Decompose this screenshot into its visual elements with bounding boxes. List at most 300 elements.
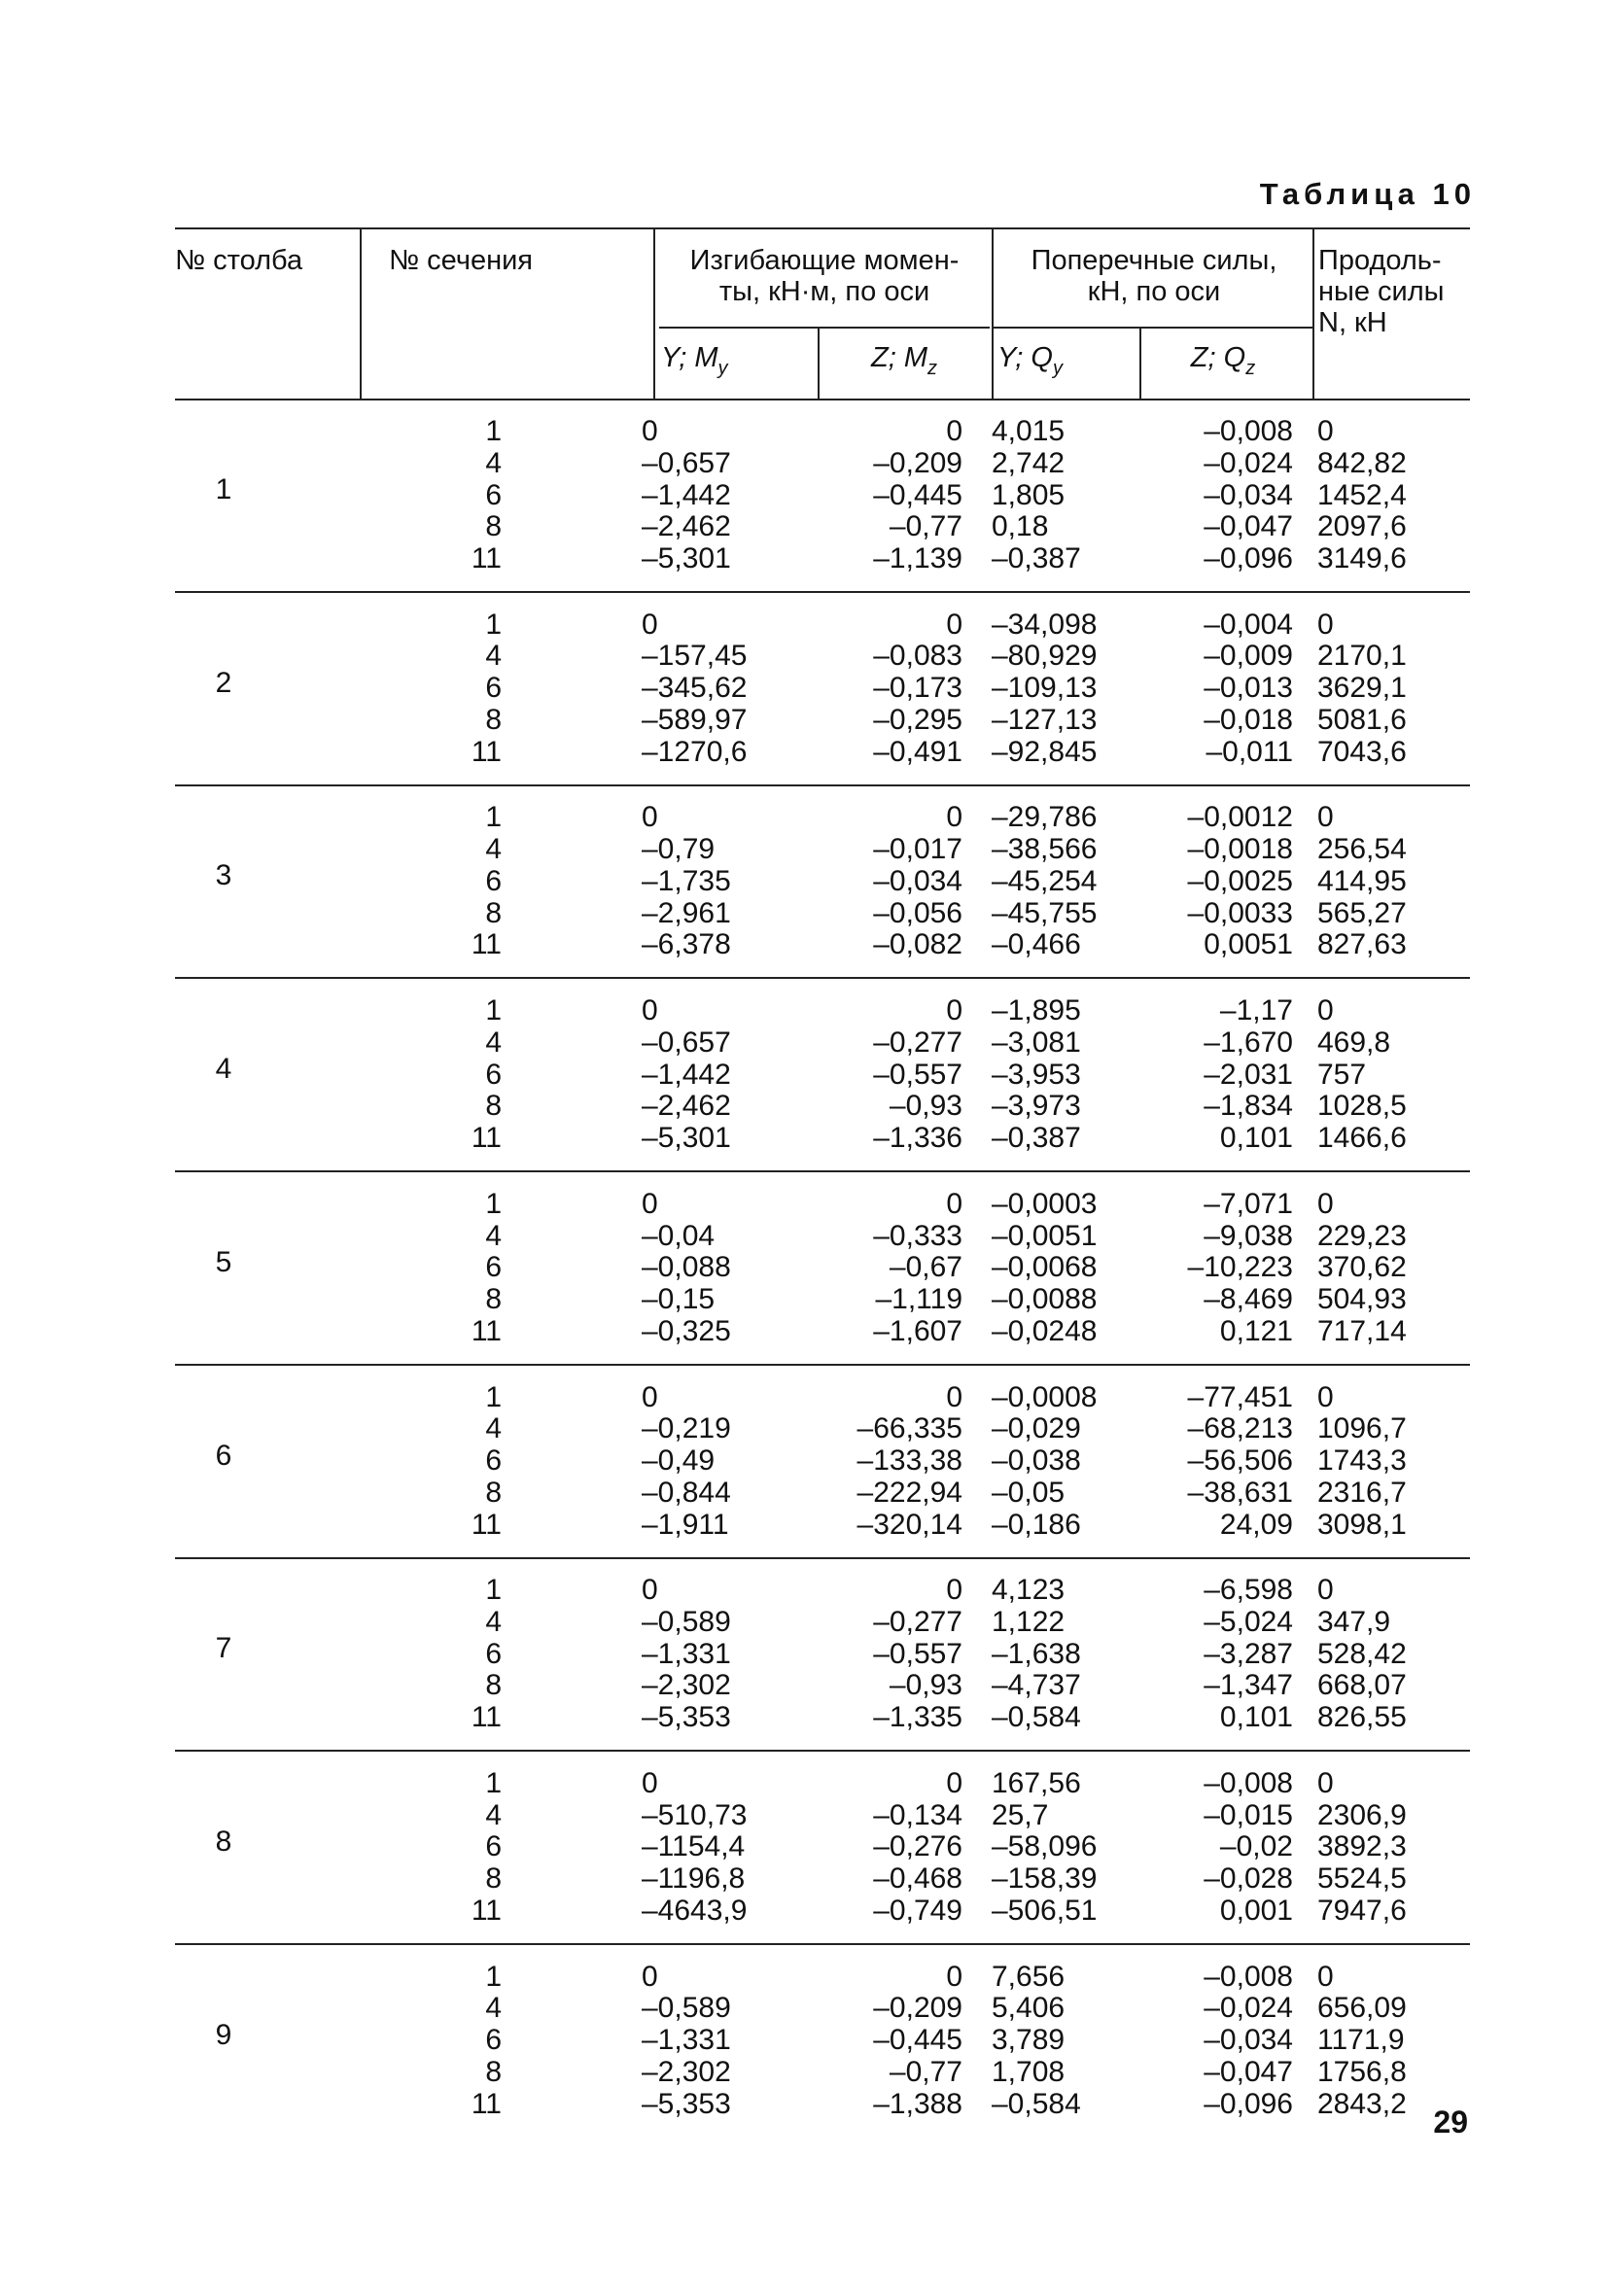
- qy-value-cell: –1,638: [992, 1637, 1081, 1670]
- qy-value-cell: –58,096: [992, 1830, 1098, 1863]
- section-number-cell: 6: [485, 1251, 502, 1284]
- mz-value-cell: 0: [946, 1187, 962, 1220]
- section-number-column: [408, 1962, 502, 2121]
- qz-value-cell: –0,009: [1204, 640, 1293, 673]
- my-value-cell: –2,302: [642, 2055, 731, 2088]
- qz-value-cell: 0,0051: [1204, 928, 1293, 961]
- section-number-cell: 11: [471, 1314, 502, 1347]
- section-number-cell: 4: [485, 1219, 502, 1252]
- my-value-column: [642, 609, 797, 769]
- mz-value-cell: –0,557: [873, 1058, 962, 1091]
- section-number-cell: 8: [485, 1090, 502, 1123]
- column-number-cell: 8: [215, 1825, 232, 1858]
- header-bottom-rule: [175, 399, 1470, 400]
- qz-value-cell: –0,0033: [1187, 896, 1293, 929]
- my-value-cell: 0: [642, 1766, 658, 1799]
- my-value-cell: –1154,4: [642, 1830, 746, 1863]
- qz-value-cell: –0,013: [1204, 672, 1293, 705]
- mz-value-cell: –1,336: [873, 1122, 962, 1155]
- my-value-cell: –0,04: [642, 1219, 716, 1252]
- qz-value-cell: 0,001: [1219, 1894, 1293, 1927]
- mz-value-cell: –0,67: [889, 1251, 962, 1284]
- n-value-cell: 7043,6: [1317, 735, 1407, 768]
- section-number-column: [408, 995, 502, 1155]
- my-value-cell: –2,462: [642, 1090, 731, 1123]
- mz-value-cell: –0,276: [873, 1830, 962, 1863]
- qz-value-cell: 0,121: [1219, 1314, 1293, 1347]
- section-number-cell: 8: [485, 896, 502, 929]
- qz-value-cell: –0,008: [1204, 415, 1293, 447]
- qy-value-cell: 167,56: [992, 1766, 1081, 1799]
- mz-value-cell: 0: [946, 608, 962, 641]
- n-value-cell: 3149,6: [1317, 542, 1407, 574]
- n-value-cell: 1028,5: [1317, 1090, 1407, 1123]
- qy-value-cell: –0,029: [992, 1412, 1081, 1445]
- qy-value-cell: –80,929: [992, 640, 1098, 673]
- header-column-no: № столба: [175, 245, 303, 276]
- n-value-cell: 1743,3: [1317, 1444, 1407, 1477]
- my-value-cell: –1196,8: [642, 1862, 746, 1896]
- group-separator: [175, 1364, 1470, 1366]
- section-number-cell: 11: [471, 928, 502, 961]
- section-number-cell: 1: [485, 1574, 502, 1607]
- section-number-cell: 4: [485, 1026, 502, 1059]
- qz-value-column: [1147, 1189, 1293, 1348]
- n-value-cell: 370,62: [1317, 1251, 1407, 1284]
- n-value-cell: 717,14: [1317, 1314, 1407, 1347]
- qz-value-cell: –0,096: [1204, 2087, 1293, 2120]
- table-group: [0, 802, 1608, 996]
- n-value-cell: 0: [1317, 1380, 1334, 1413]
- qy-value-cell: 1,805: [992, 478, 1066, 511]
- qy-value-cell: –45,755: [992, 896, 1098, 929]
- n-value-cell: 656,09: [1317, 1992, 1407, 2025]
- qy-value-cell: –45,254: [992, 864, 1098, 897]
- qz-value-cell: –1,17: [1219, 994, 1293, 1027]
- n-value-cell: 256,54: [1317, 833, 1407, 866]
- column-number-cell: 2: [215, 666, 232, 699]
- my-value-column: [642, 1189, 797, 1348]
- section-number-cell: 11: [471, 1508, 502, 1541]
- section-number-cell: 1: [485, 801, 502, 834]
- section-number-column: [408, 1382, 502, 1542]
- qy-value-cell: –29,786: [992, 801, 1098, 834]
- my-value-cell: –589,97: [642, 703, 748, 736]
- qy-value-cell: –0,0068: [992, 1251, 1098, 1284]
- qy-value-cell: –0,0008: [992, 1380, 1098, 1413]
- qz-value-cell: –0,034: [1204, 478, 1293, 511]
- qz-value-column: [1147, 1575, 1293, 1734]
- qz-value-cell: –0,024: [1204, 446, 1293, 479]
- qz-value-cell: –8,469: [1204, 1283, 1293, 1316]
- qy-value-cell: –506,51: [992, 1894, 1098, 1927]
- qz-value-cell: –0,034: [1204, 2024, 1293, 2057]
- my-value-cell: –6,378: [642, 928, 731, 961]
- my-value-column: [642, 1575, 797, 1734]
- qy-value-cell: –0,466: [992, 928, 1081, 961]
- mz-value-cell: –0,209: [873, 1992, 962, 2025]
- qy-value-cell: 4,015: [992, 415, 1066, 447]
- section-number-cell: 11: [471, 1701, 502, 1734]
- qz-value-cell: –0,047: [1204, 2055, 1293, 2088]
- n-value-cell: 1171,9: [1317, 2024, 1405, 2057]
- n-value-cell: 2306,9: [1317, 1798, 1407, 1831]
- header-divider-1: [360, 227, 362, 399]
- n-value-cell: 668,07: [1317, 1669, 1407, 1702]
- header-mid-rule-moments: [659, 327, 990, 329]
- my-value-cell: –0,219: [642, 1412, 731, 1445]
- n-value-column: [1317, 995, 1463, 1155]
- my-value-cell: –5,353: [642, 2087, 731, 2120]
- mz-value-cell: –0,468: [873, 1862, 962, 1896]
- qy-value-cell: –158,39: [992, 1862, 1098, 1896]
- my-value-column: [642, 1962, 797, 2121]
- mz-value-cell: 0: [946, 1766, 962, 1799]
- qz-value-cell: –9,038: [1204, 1219, 1293, 1252]
- qy-value-cell: –127,13: [992, 703, 1098, 736]
- mz-value-cell: –0,77: [889, 510, 962, 543]
- table-group: [0, 1189, 1608, 1383]
- section-number-cell: 4: [485, 1605, 502, 1638]
- mz-value-cell: –0,77: [889, 2055, 962, 2088]
- header-section-no: № сечения: [389, 245, 533, 276]
- my-value-cell: –0,657: [642, 1026, 731, 1059]
- qy-value-cell: 1,708: [992, 2055, 1066, 2088]
- mz-value-cell: –0,277: [873, 1026, 962, 1059]
- n-value-cell: 0: [1317, 1766, 1334, 1799]
- my-value-column: [642, 1382, 797, 1542]
- section-number-cell: 8: [485, 1669, 502, 1702]
- mz-value-cell: –0,209: [873, 446, 962, 479]
- mz-value-cell: 0: [946, 1960, 962, 1993]
- qz-value-column: [1147, 416, 1293, 575]
- mz-value-cell: –0,93: [889, 1090, 962, 1123]
- qy-value-cell: 2,742: [992, 446, 1066, 479]
- header-mid-rule-shear: [994, 327, 1314, 329]
- mz-value-cell: –66,335: [856, 1412, 962, 1445]
- qz-value-column: [1147, 995, 1293, 1155]
- mz-value-column: [836, 1575, 962, 1734]
- header-divider-2: [653, 227, 655, 399]
- qz-value-cell: –10,223: [1187, 1251, 1293, 1284]
- qz-value-cell: –0,028: [1204, 1862, 1293, 1896]
- group-separator: [175, 591, 1470, 593]
- qz-value-cell: –38,631: [1187, 1476, 1293, 1509]
- qy-value-cell: 7,656: [992, 1960, 1066, 1993]
- qy-value-cell: –3,081: [992, 1026, 1081, 1059]
- section-number-cell: 8: [485, 510, 502, 543]
- n-value-cell: 1756,8: [1317, 2055, 1407, 2088]
- my-value-cell: –345,62: [642, 672, 748, 705]
- header-divider-3: [818, 329, 820, 399]
- my-value-cell: –0,088: [642, 1251, 731, 1284]
- section-number-cell: 4: [485, 833, 502, 866]
- section-number-cell: 6: [485, 1830, 502, 1863]
- section-number-column: [408, 1768, 502, 1928]
- n-value-cell: 565,27: [1317, 896, 1407, 929]
- column-number-cell: 1: [215, 473, 232, 505]
- qy-value-cell: –0,0088: [992, 1283, 1098, 1316]
- section-number-cell: 4: [485, 1412, 502, 1445]
- n-value-cell: 826,55: [1317, 1701, 1407, 1734]
- n-value-cell: 469,8: [1317, 1026, 1391, 1059]
- n-value-column: [1317, 1382, 1463, 1542]
- qy-value-cell: –3,953: [992, 1058, 1081, 1091]
- mz-value-cell: –0,134: [873, 1798, 962, 1831]
- table-group: [0, 1575, 1608, 1769]
- section-number-cell: 11: [471, 735, 502, 768]
- qy-value-cell: –0,584: [992, 1701, 1081, 1734]
- n-value-column: [1317, 802, 1463, 961]
- table-group: [0, 609, 1608, 804]
- section-number-cell: 11: [471, 2087, 502, 2120]
- section-number-cell: 4: [485, 1992, 502, 2025]
- mz-value-cell: –0,056: [873, 896, 962, 929]
- my-value-cell: –2,302: [642, 1669, 731, 1702]
- mz-value-cell: –1,388: [873, 2087, 962, 2120]
- table-group: [0, 995, 1608, 1190]
- n-value-cell: 3098,1: [1317, 1508, 1407, 1541]
- qy-value-cell: –92,845: [992, 735, 1098, 768]
- mz-value-cell: 0: [946, 801, 962, 834]
- section-number-cell: 6: [485, 672, 502, 705]
- n-value-cell: 1466,6: [1317, 1122, 1407, 1155]
- n-value-cell: 7947,6: [1317, 1894, 1407, 1927]
- my-value-cell: –2,462: [642, 510, 731, 543]
- qy-value-cell: –1,895: [992, 994, 1081, 1027]
- column-number-cell: 6: [215, 1439, 232, 1472]
- qz-value-cell: –0,096: [1204, 542, 1293, 574]
- qy-value-cell: –0,0003: [992, 1187, 1098, 1220]
- section-number-cell: 1: [485, 994, 502, 1027]
- table-caption: Таблица 10: [1259, 177, 1476, 211]
- qy-value-cell: –0,0051: [992, 1219, 1098, 1252]
- qz-value-cell: 0,101: [1219, 1122, 1293, 1155]
- qy-value-cell: 5,406: [992, 1992, 1066, 2025]
- header-qz: Z; $Q_z$: [1190, 342, 1256, 379]
- qz-value-cell: –6,598: [1204, 1574, 1293, 1607]
- header-mz: Z; $M_z$: [871, 342, 937, 379]
- n-value-column: [1317, 1962, 1463, 2121]
- n-value-cell: 1096,7: [1317, 1412, 1407, 1445]
- qz-value-cell: –68,213: [1187, 1412, 1293, 1445]
- qz-value-cell: –1,670: [1204, 1026, 1293, 1059]
- my-value-cell: –1,331: [642, 1637, 731, 1670]
- qz-value-cell: 24,09: [1219, 1508, 1293, 1541]
- qz-value-cell: –2,031: [1204, 1058, 1293, 1091]
- section-number-cell: 8: [485, 1862, 502, 1896]
- mz-value-cell: 0: [946, 994, 962, 1027]
- n-value-cell: 2843,2: [1317, 2087, 1407, 2120]
- my-value-cell: –2,961: [642, 896, 731, 929]
- section-number-cell: 6: [485, 1444, 502, 1477]
- qy-value-cell: 1,122: [992, 1605, 1066, 1638]
- mz-value-cell: 0: [946, 415, 962, 447]
- qy-value-cell: –0,05: [992, 1476, 1066, 1509]
- mz-value-cell: –0,749: [873, 1894, 962, 1927]
- section-number-cell: 1: [485, 608, 502, 641]
- qy-value-column: [992, 1962, 1137, 2121]
- mz-value-cell: –0,557: [873, 1637, 962, 1670]
- section-number-cell: 1: [485, 415, 502, 447]
- n-value-cell: 827,63: [1317, 928, 1407, 961]
- mz-value-column: [836, 1962, 962, 2121]
- qy-value-column: [992, 1575, 1137, 1734]
- page-number: 29: [1433, 2105, 1468, 2139]
- section-number-cell: 1: [485, 1766, 502, 1799]
- qy-value-cell: –38,566: [992, 833, 1098, 866]
- my-value-cell: –1,331: [642, 2024, 731, 2057]
- my-value-cell: –1270,6: [642, 735, 748, 768]
- section-number-cell: 8: [485, 2055, 502, 2088]
- qy-value-column: [992, 802, 1137, 961]
- qy-value-column: [992, 609, 1137, 769]
- n-value-cell: 3629,1: [1317, 672, 1407, 705]
- my-value-cell: 0: [642, 801, 658, 834]
- my-value-cell: –0,325: [642, 1314, 731, 1347]
- section-number-cell: 4: [485, 446, 502, 479]
- mz-value-cell: –0,491: [873, 735, 962, 768]
- n-value-column: [1317, 1189, 1463, 1348]
- qz-value-cell: 0,101: [1219, 1701, 1293, 1734]
- section-number-cell: 8: [485, 1476, 502, 1509]
- mz-value-cell: –1,139: [873, 542, 962, 574]
- n-value-cell: 1452,4: [1317, 478, 1407, 511]
- mz-value-cell: 0: [946, 1574, 962, 1607]
- mz-value-cell: –0,445: [873, 2024, 962, 2057]
- qy-value-cell: –3,973: [992, 1090, 1081, 1123]
- my-value-cell: –5,353: [642, 1701, 731, 1734]
- qz-value-cell: –0,018: [1204, 703, 1293, 736]
- section-number-cell: 6: [485, 2024, 502, 2057]
- qy-value-column: [992, 1382, 1137, 1542]
- n-value-cell: 0: [1317, 608, 1334, 641]
- mz-value-cell: –0,173: [873, 672, 962, 705]
- column-number-cell: 5: [215, 1245, 232, 1278]
- qz-value-cell: –0,015: [1204, 1798, 1293, 1831]
- group-separator: [175, 784, 1470, 786]
- table-group: [0, 416, 1608, 610]
- mz-value-column: [836, 995, 962, 1155]
- qy-value-cell: –34,098: [992, 608, 1098, 641]
- mz-value-column: [836, 1382, 962, 1542]
- n-value-cell: 0: [1317, 1960, 1334, 1993]
- n-value-cell: 528,42: [1317, 1637, 1407, 1670]
- qz-value-cell: –0,0025: [1187, 864, 1293, 897]
- mz-value-cell: –1,119: [875, 1283, 962, 1316]
- section-number-cell: 11: [471, 1894, 502, 1927]
- n-value-cell: 5524,5: [1317, 1862, 1407, 1896]
- my-value-cell: –0,844: [642, 1476, 731, 1509]
- my-value-cell: –0,79: [642, 833, 716, 866]
- qz-value-column: [1147, 1768, 1293, 1928]
- qz-value-cell: –0,008: [1204, 1960, 1293, 1993]
- my-value-cell: 0: [642, 415, 658, 447]
- n-value-cell: 2097,6: [1317, 510, 1407, 543]
- section-number-cell: 8: [485, 703, 502, 736]
- qy-value-cell: –0,387: [992, 542, 1081, 574]
- my-value-cell: –1,735: [642, 864, 731, 897]
- my-value-column: [642, 416, 797, 575]
- mz-value-cell: –320,14: [856, 1508, 962, 1541]
- mz-value-cell: –0,082: [873, 928, 962, 961]
- n-value-cell: 414,95: [1317, 864, 1407, 897]
- table-group: [0, 1962, 1608, 2156]
- header-my: Y; $M_y$: [661, 342, 728, 379]
- my-value-cell: –0,589: [642, 1605, 731, 1638]
- qz-value-column: [1147, 1382, 1293, 1542]
- qz-value-cell: –0,047: [1204, 510, 1293, 543]
- qz-value-cell: –1,834: [1204, 1090, 1293, 1123]
- my-value-cell: –1,442: [642, 478, 731, 511]
- section-number-cell: 8: [485, 1283, 502, 1316]
- qz-value-column: [1147, 1962, 1293, 2121]
- section-number-column: [408, 1575, 502, 1734]
- mz-value-cell: –0,93: [889, 1669, 962, 1702]
- my-value-cell: –0,15: [642, 1283, 716, 1316]
- qz-value-cell: –0,02: [1219, 1830, 1293, 1863]
- header-divider-5: [1139, 329, 1141, 399]
- n-value-cell: 229,23: [1317, 1219, 1407, 1252]
- group-separator: [175, 1557, 1470, 1559]
- qz-value-column: [1147, 802, 1293, 961]
- section-number-cell: 1: [485, 1187, 502, 1220]
- n-value-cell: 2170,1: [1317, 640, 1407, 673]
- qz-value-cell: –5,024: [1204, 1605, 1293, 1638]
- mz-value-cell: –0,277: [873, 1605, 962, 1638]
- qz-value-cell: –0,004: [1204, 608, 1293, 641]
- mz-value-cell: –0,445: [873, 478, 962, 511]
- mz-value-cell: –1,607: [873, 1314, 962, 1347]
- qz-value-cell: –77,451: [1187, 1380, 1293, 1413]
- mz-value-cell: –133,38: [856, 1444, 962, 1477]
- n-value-cell: 0: [1317, 415, 1334, 447]
- mz-value-column: [836, 1768, 962, 1928]
- qz-value-column: [1147, 609, 1293, 769]
- qz-value-cell: –1,347: [1204, 1669, 1293, 1702]
- qy-value-column: [992, 1189, 1137, 1348]
- header-top-rule: [175, 227, 1470, 229]
- n-value-cell: 3892,3: [1317, 1830, 1407, 1863]
- n-value-cell: 0: [1317, 1187, 1334, 1220]
- header-moments: Изгибающие момен- ты, кН·м, по оси: [689, 245, 960, 307]
- qy-value-cell: –4,737: [992, 1669, 1081, 1702]
- qz-value-cell: –7,071: [1204, 1187, 1293, 1220]
- group-separator: [175, 1750, 1470, 1752]
- column-number-cell: 9: [215, 2018, 232, 2051]
- qy-value-cell: 25,7: [992, 1798, 1049, 1831]
- mz-value-column: [836, 1189, 962, 1348]
- my-value-cell: –1,911: [642, 1508, 729, 1541]
- qy-value-cell: –0,584: [992, 2087, 1081, 2120]
- qz-value-cell: –56,506: [1187, 1444, 1293, 1477]
- my-value-cell: –5,301: [642, 542, 731, 574]
- section-number-cell: 6: [485, 864, 502, 897]
- qz-value-cell: –0,0018: [1187, 833, 1293, 866]
- mz-value-cell: –0,083: [873, 640, 962, 673]
- n-value-cell: 5081,6: [1317, 703, 1407, 736]
- section-number-cell: 11: [471, 1122, 502, 1155]
- my-value-cell: 0: [642, 1187, 658, 1220]
- mz-value-column: [836, 609, 962, 769]
- column-number-cell: 7: [215, 1632, 232, 1665]
- qy-value-cell: 4,123: [992, 1574, 1066, 1607]
- mz-value-cell: –0,034: [873, 864, 962, 897]
- section-number-cell: 11: [471, 542, 502, 574]
- my-value-cell: –1,442: [642, 1058, 731, 1091]
- header-qy: Y; $Q_y$: [997, 342, 1063, 379]
- section-number-cell: 6: [485, 478, 502, 511]
